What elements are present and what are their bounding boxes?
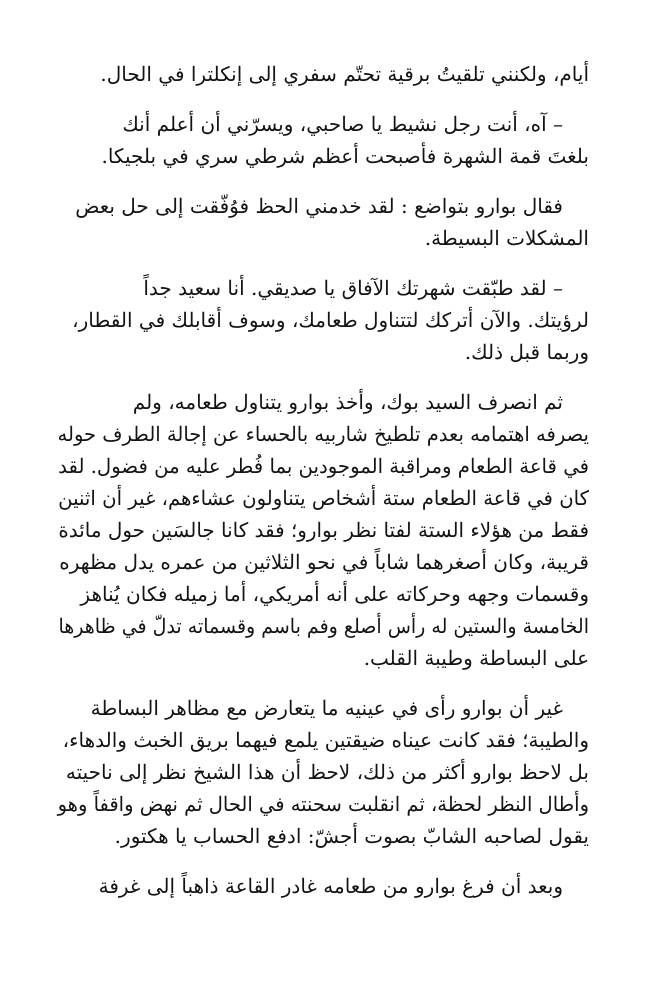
text-line: بلغتَ قمة الشهرة فأصبحت أعظم شرطي سري في بلجيكا. — [101, 144, 589, 168]
text-line: والطيبة؛ فقد كانت عيناه ضيقتين يلمع فيهما بريق الخبث والدهاء، — [62, 728, 589, 752]
text-line: – آه، أنت رجل نشيط يا صاحبي، ويسرّني أن أعلم أنك — [122, 112, 563, 136]
text-line: وقسمات وجهه وحركاته على أنه أمريكي، أما زميله فكان يُناهز — [80, 582, 589, 606]
text-line: غير أن بوارو رأى في عينيه ما يتعارض مع مظاهر البساطة — [90, 696, 563, 720]
paragraph — [58, 870, 589, 902]
text-line: يقول لصاحبه الشابّ بصوت أجشّ: ادفع الحساب يا هكتور. — [114, 824, 589, 848]
paragraph — [58, 108, 589, 172]
text-line: بل لاحظ بوارو أكثر من ذلك، لاحظ أن هذا الشيخ نظر إلى ناحيته — [65, 760, 589, 784]
text-line: في قاعة الطعام ومراقبة الموجودين بما فُطر عليه من فضول. لقد — [58, 454, 589, 478]
text-line: فقال بوارو بتواضع : لقد خدمني الحظ فوُفّقت إلى حل بعض — [75, 194, 563, 218]
text-line: لرؤيتك. والآن أتركك لتتناول طعامك، وسوف أقابلك في القطار، — [72, 308, 589, 332]
text-line: وربما قبل ذلك. — [464, 340, 589, 364]
text-line: وبعد أن فرغ بوارو من طعامه غادر القاعة ذاهباً إلى غرفة — [98, 874, 563, 898]
paragraph — [58, 58, 589, 90]
paragraph — [58, 190, 589, 254]
text-line: قريبة، وكان أصغرهما شاباً في نحو الثلاثين من عمره يدل مظهره — [59, 550, 589, 574]
text-line: على البساطة وطيبة القلب. — [363, 646, 589, 670]
text-line: فقط من هؤلاء الستة لفتا نظر بوارو؛ فقد كانا جالسَين حول مائدة — [58, 518, 589, 542]
paragraph — [58, 386, 589, 674]
text-line: وأطال النظر لحظة، ثم انقلبت سحنته في الحال ثم نهض واقفاً وهو — [57, 792, 589, 816]
text-line: يصرفه اهتمامه بعدم تلطيخ شاربيه بالحساء عن إجالة الطرف حوله — [57, 422, 589, 446]
text-line: ثم انصرف السيد بوك، وأخذ بوارو يتناول طعامه، ولم — [132, 390, 563, 414]
text-line: – لقد طبّقت شهرتك الآفاق يا صديقي. أنا سعيد جداً — [143, 276, 563, 300]
text-line: الخامسة والستين له رأس أصلع وفم باسم وقسماته تدلّ في ظاهرها — [58, 614, 589, 638]
paragraph — [58, 272, 589, 368]
page-text — [58, 58, 589, 902]
text-line: أيام، ولكنني تلقيتُ برقية تحتّم سفري إلى إنكلترا في الحال. — [100, 62, 589, 86]
paragraph — [58, 692, 589, 852]
text-line: المشكلات البسيطة. — [424, 226, 589, 250]
text-line: كان في قاعة الطعام ستة أشخاص يتناولون عشاءهم، غير أن اثنين — [58, 486, 589, 510]
